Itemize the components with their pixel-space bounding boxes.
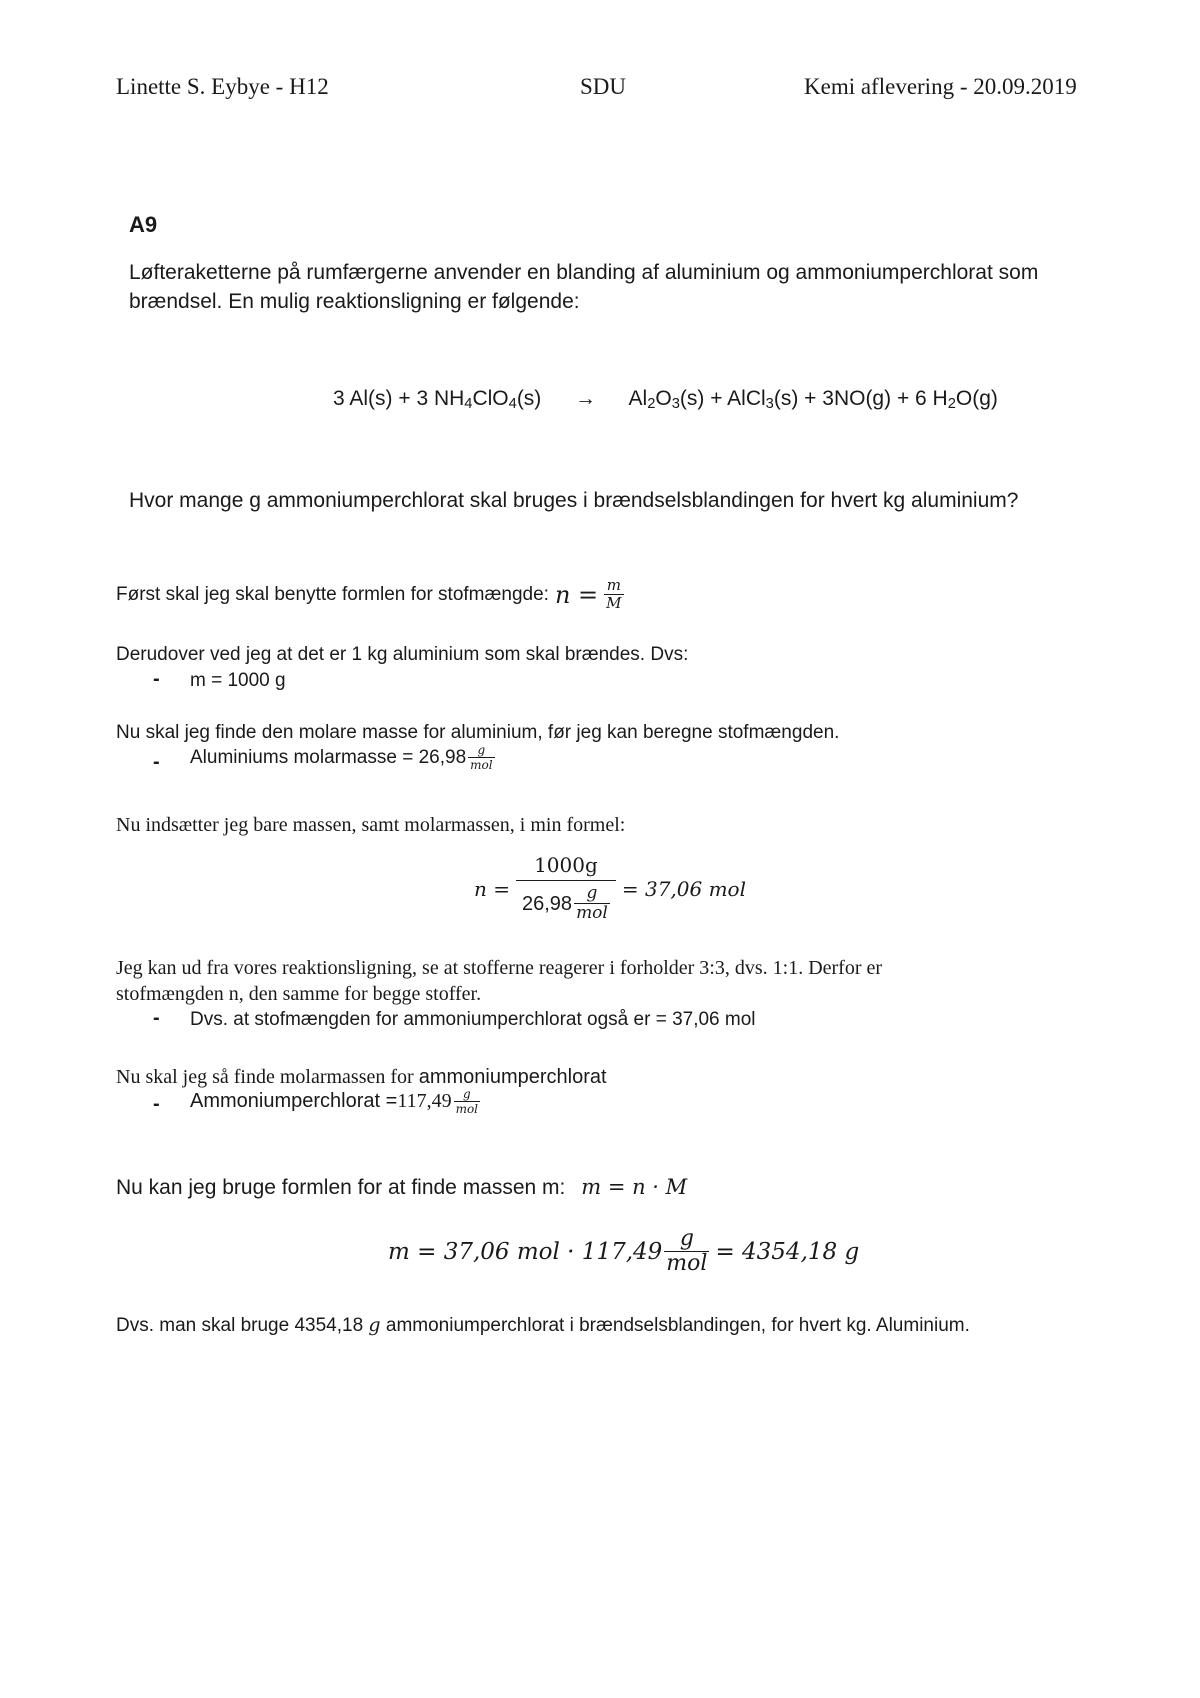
unit-denominator: mol xyxy=(576,903,608,923)
mass-intro-text: Nu kan jeg bruge formlen for at finde massen m: xyxy=(116,1176,566,1199)
bullet: - xyxy=(153,1093,160,1115)
mass-formula: m = n · M xyxy=(581,1175,688,1199)
eq-part: (s) + 3NO(g) + 6 H xyxy=(773,387,948,410)
calc-n-fraction xyxy=(516,855,616,922)
unit-numerator: g xyxy=(679,1226,694,1251)
unit-fraction xyxy=(454,1088,480,1115)
task-intro-line2: brændsel. En mulig reaktionsligning er følgende: xyxy=(129,290,580,313)
formula-lhs: n = xyxy=(554,580,599,609)
mass-intro-line xyxy=(116,1175,687,1200)
molar-ap-intro-a: Nu skal jeg så finde molarmassen for xyxy=(116,1066,419,1088)
unit-numerator: g xyxy=(586,883,598,903)
formula-intro-line xyxy=(116,578,624,611)
eq-part: 3 Al(s) + 3 NH xyxy=(333,387,465,410)
eq-part: (s) + AlCl xyxy=(679,387,766,410)
formula-intro-text: Først skal jeg skal benytte formlen for stofmængde: xyxy=(116,583,549,605)
n-calculation xyxy=(474,855,746,922)
conclusion-a: Dvs. man skal bruge 4354,18 xyxy=(116,1315,369,1336)
formula-denominator: M xyxy=(606,594,622,612)
task-intro-line1: Løfteraketterne på rumfærgerne anvender en blanding af aluminium og ammoniumperchlorat som xyxy=(129,261,1039,284)
eq-sub: 2 xyxy=(947,396,956,412)
task-id: A9 xyxy=(129,212,158,237)
calc-n-denominator xyxy=(516,880,616,922)
calc-n-num-value: 1000g xyxy=(534,853,598,877)
eq-part: Al xyxy=(628,387,648,410)
m-calculation xyxy=(388,1228,859,1275)
conclusion-b: ammoniumperchlorat i brændselsblandingen, for hvert kg. Aluminium. xyxy=(380,1315,970,1336)
eq-sub: 3 xyxy=(671,396,680,412)
calc-m-unit xyxy=(664,1228,709,1275)
insert-intro: Nu indsætter jeg bare massen, samt molarmassen, i min formel: xyxy=(116,814,626,836)
calc-m-lhs: m = 37,06 mol · 117,49 xyxy=(388,1238,663,1265)
molar-ap-value: 117,49 xyxy=(397,1090,452,1112)
bullet: - xyxy=(153,1007,160,1029)
header-assignment: Kemi aflevering - 20.09.2019 xyxy=(804,74,1077,99)
calc-m-result: = 4354,18 g xyxy=(715,1238,860,1265)
known-intro: Derudover ved jeg at det er 1 kg aluminium som skal brændes. Dvs: xyxy=(116,644,689,665)
molar-ap-intro-b: ammoniumperchlorat xyxy=(418,1066,607,1088)
eq-sub: 4 xyxy=(464,396,473,412)
eq-part: O xyxy=(655,387,672,410)
molar-al-label: Aluminiums molarmasse = 26,98 xyxy=(190,746,467,768)
unit-denominator: mol xyxy=(666,1251,708,1276)
calc-n-lhs: n = xyxy=(474,876,510,901)
unit-denominator: mol xyxy=(455,1102,479,1116)
eq-part: ClO xyxy=(472,387,509,410)
calc-n-result: = 37,06 mol xyxy=(621,876,746,901)
unit-numerator: g xyxy=(462,1087,471,1101)
molar-ap-label: Ammoniumperchlorat = xyxy=(190,1090,398,1112)
task-question: Hvor mange g ammoniumperchlorat skal bruges i brændselsblandingen for hvert kg aluminium? xyxy=(129,489,1019,512)
reaction-arrow: → xyxy=(575,387,596,410)
unit-denominator: mol xyxy=(470,758,493,772)
eq-part: O(g) xyxy=(955,387,998,410)
formula-numerator: m xyxy=(606,576,621,594)
header-author: Linette S. Eybye - H12 xyxy=(116,74,329,99)
ratio-line1: Jeg kan ud fra vores reaktionsligning, se at stofferne reagerer i forholder 3:3, dvs. 1:1. Derfor er xyxy=(116,957,883,979)
bullet: - xyxy=(153,751,160,773)
header-institution: SDU xyxy=(580,74,627,99)
known-mass: m = 1000 g xyxy=(190,670,286,691)
molar-ap-line xyxy=(190,1088,480,1115)
calc-n-den-value: 26,98 xyxy=(522,892,573,915)
reaction-equation xyxy=(333,387,998,412)
eq-sub: 3 xyxy=(765,396,774,412)
bullet: - xyxy=(153,668,160,690)
conclusion xyxy=(116,1314,970,1337)
conclusion-unit: g xyxy=(368,1314,381,1336)
molar-al-line xyxy=(190,744,495,771)
calc-n-numerator xyxy=(522,855,610,880)
eq-sub: 4 xyxy=(508,396,517,412)
ratio-line2: stofmængden n, den samme for begge stoffer. xyxy=(116,983,482,1005)
eq-part: (s) xyxy=(516,387,542,410)
eq-sub: 2 xyxy=(647,396,656,412)
unit-numerator: g xyxy=(477,743,486,757)
molar-intro: Nu skal jeg finde den molare masse for aluminium, før jeg kan beregne stofmængden. xyxy=(116,722,840,743)
formula-fraction xyxy=(604,578,623,611)
ratio-bullet: Dvs. at stofmængden for ammoniumperchlorat også er = 37,06 mol xyxy=(190,1009,756,1030)
unit-fraction xyxy=(468,744,494,771)
molar-ap-intro xyxy=(116,1066,607,1089)
calc-n-unit xyxy=(574,885,610,922)
